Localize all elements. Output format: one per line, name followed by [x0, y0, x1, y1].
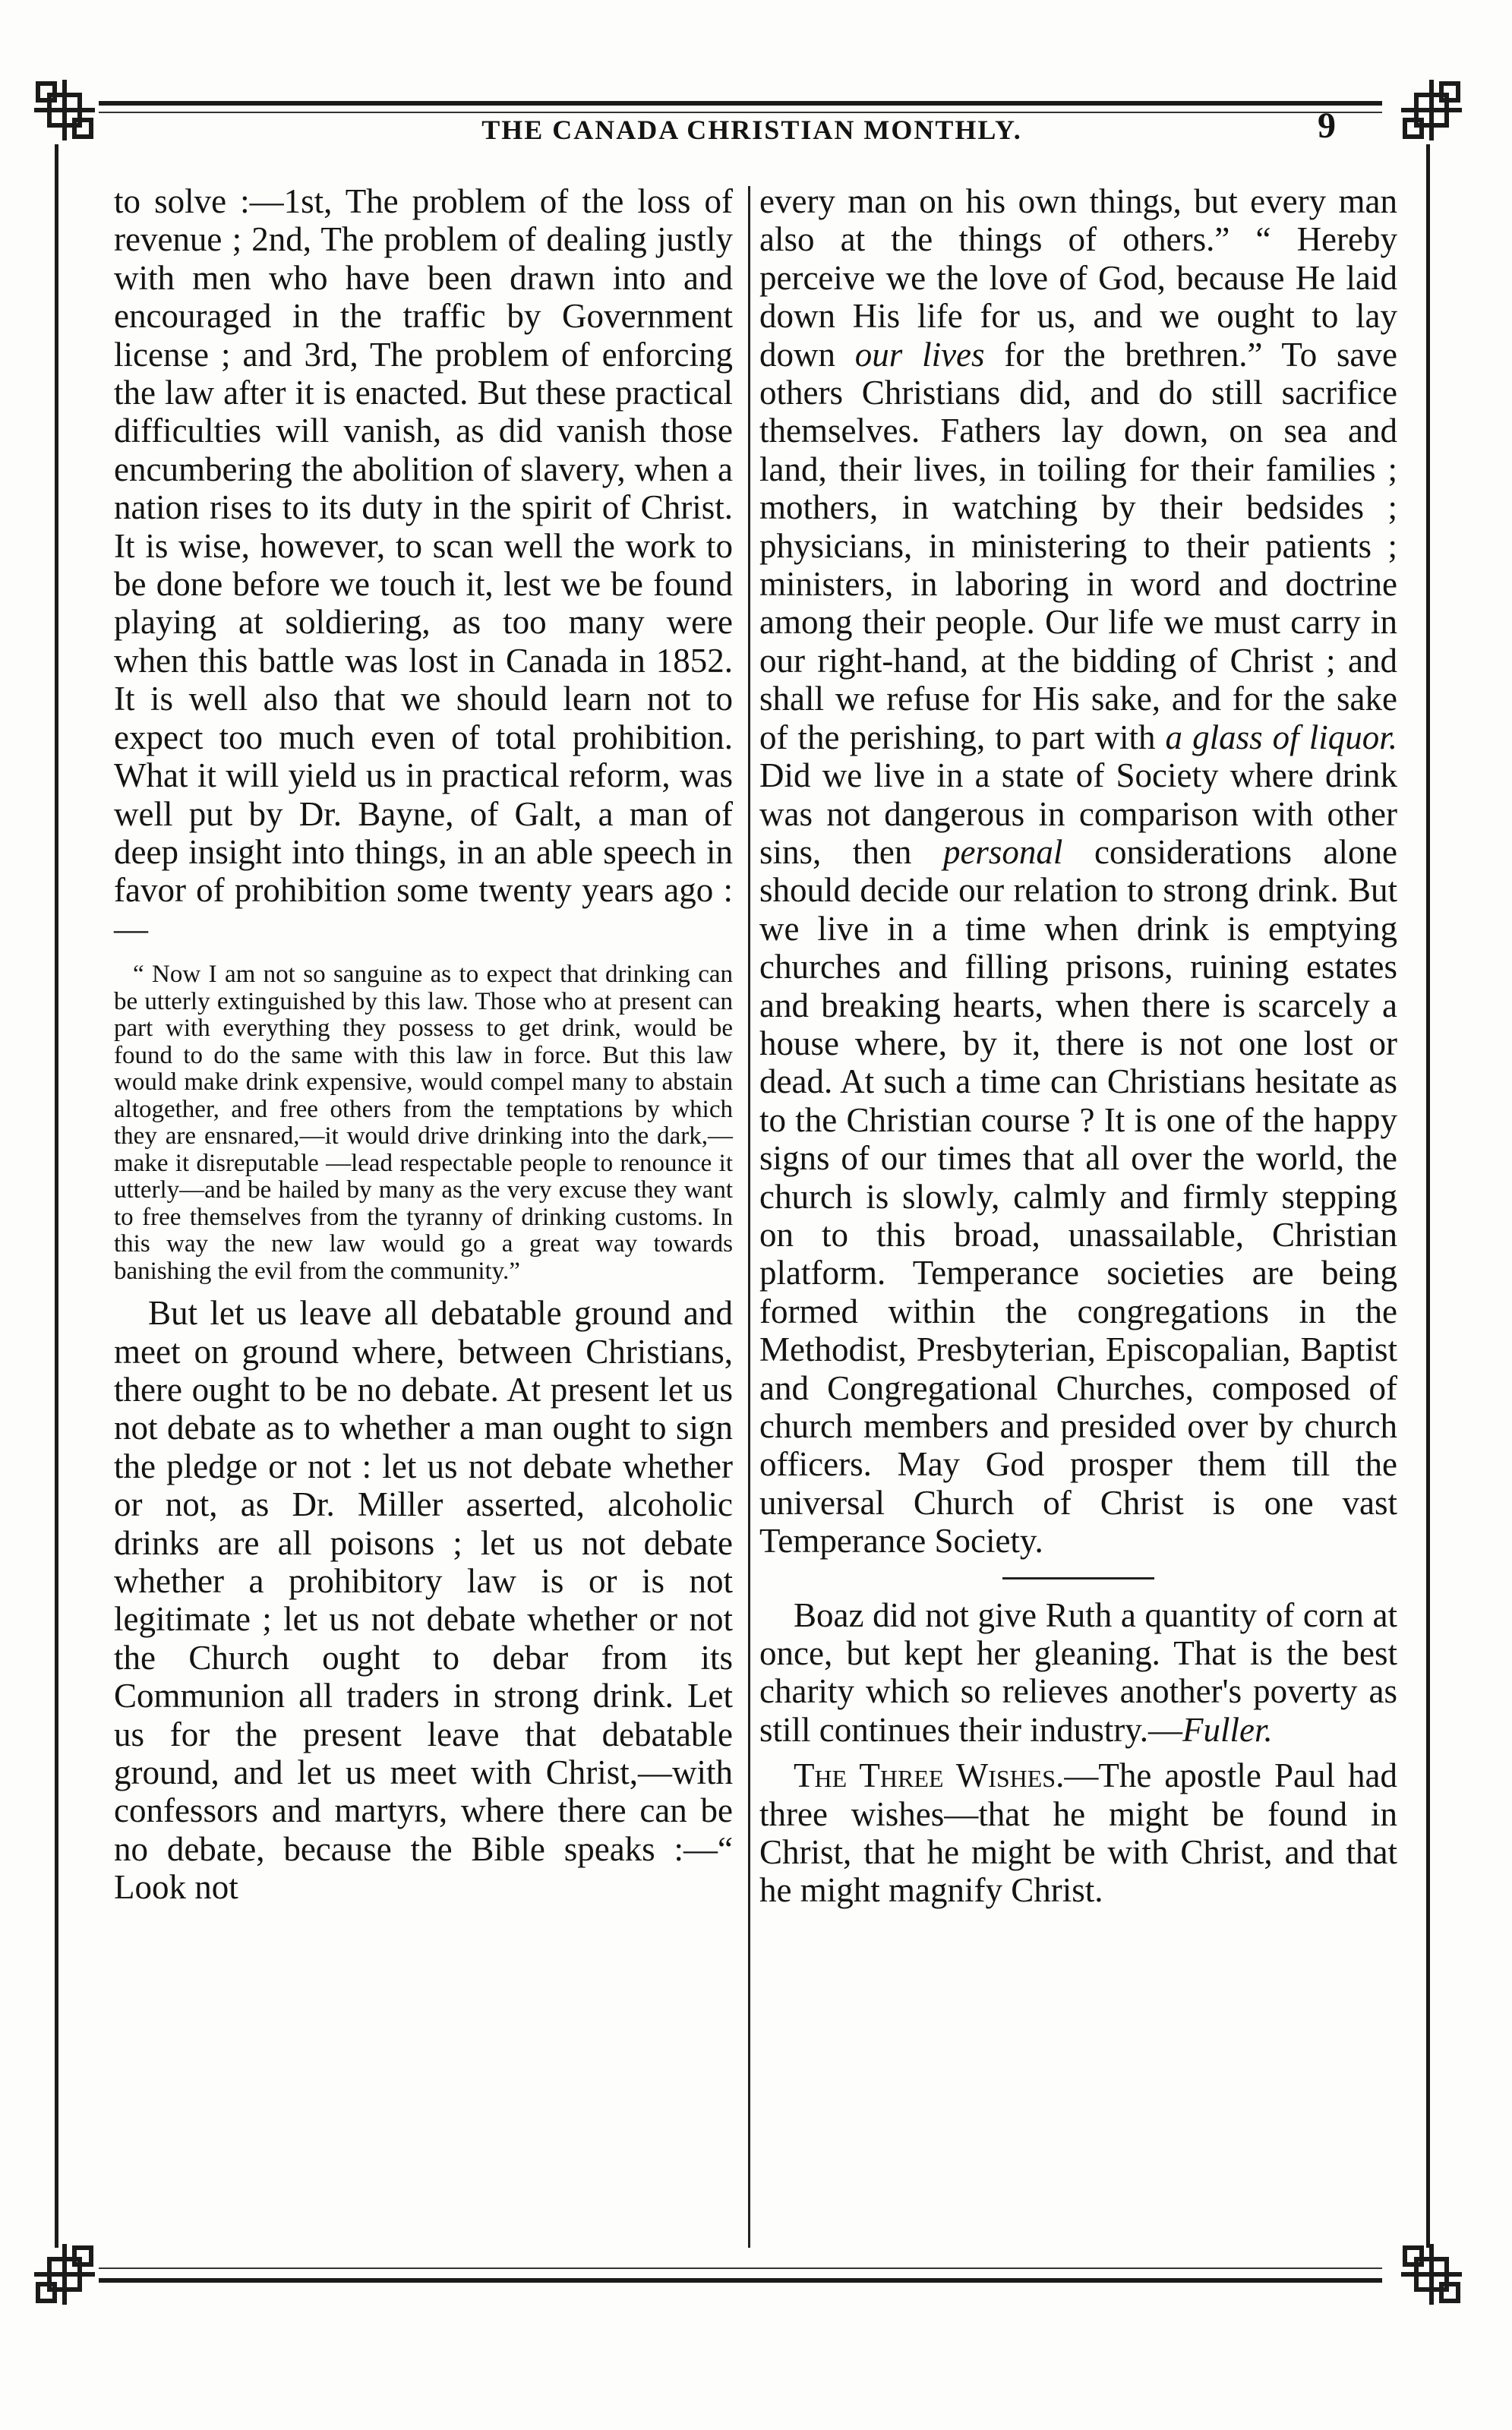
page-number: 9 [1318, 106, 1336, 146]
ornament-bottom-right-icon [1397, 2240, 1466, 2308]
column-divider [748, 186, 750, 2248]
ornament-top-left-icon [30, 76, 99, 144]
running-title: THE CANADA CHRISTIAN MONTHLY. [481, 115, 1022, 145]
text-run: every man on his own things, but every man also at the things of others.” “ Hereby perceive we the love of God, because He laid down His life for us, and we ought to lay down [759, 182, 1397, 374]
attribution: Fuller. [1182, 1710, 1273, 1749]
italic-text: personal [942, 832, 1063, 871]
left-border-rule [55, 144, 58, 2248]
top-border-thin-rule [99, 112, 1382, 113]
left-column [114, 182, 733, 1907]
paragraph: to solve :—1st, The problem of the loss of revenue ; 2nd, The problem of dealing justly with men who have been drawn into and encouraged in the traffic by Government license ; and 3rd, The problem of enforcing the law after it is enacted. But these practical difficulties will vanish, as did vanish those encumbering the abolition of slavery, when a nation rises to its duty in the spirit of Christ. It is wise, however, to scan well the work to be done before we touch it, lest we be found playing at soldiering, as too many were when this battle was lost in Canada in 1852. It is well also that we should learn not to expect too much even of total prohibition. What it will yield us in practical reform, was well put by Dr. Bayne, of Galt, a man of deep insight into things, in an able speech in favor of prohibition some twenty years ago :— [114, 182, 733, 948]
italic-text: a glass of liquor. [1165, 718, 1398, 756]
paragraph [759, 182, 1397, 1561]
right-column [759, 182, 1397, 1910]
italic-text: our lives [854, 335, 985, 374]
text-run: Boaz did not give Ruth a quantity of corn at once, but kept her gleaning. That is the best charity which so relieves another's poverty as still continues their industry.— [759, 1595, 1397, 1749]
paragraph [759, 1596, 1397, 1750]
bottom-border-rule [99, 2278, 1382, 2283]
ornament-bottom-left-icon [30, 2240, 99, 2308]
text-run: —The apostle Paul had three wishes—that he might be found in Christ, that he might be with Christ, and that he might magnify Christ. [759, 1756, 1398, 1910]
right-border-rule [1426, 144, 1430, 2248]
text-run: Did we live in a state of Society where drink was not dangerous in comparison with other sins, then [759, 756, 1397, 871]
paragraph-heading: The Three Wishes. [794, 1756, 1065, 1795]
text-run: considerations alone should decide our relation to strong drink. But we live in a time when drink is emptying churches and filling prisons, ruining estates and breaking hearts, when there is scarcely a house where, by it, there is not one lost or dead. At such a time can Christians hesitate as to the Christian course ? It is one of the happy signs of our times that all over the world, the church is slowly, calmly and firmly stepping on to this broad, unassailable, Christian platform. Temperance societies are being formed within the congregations in the Methodist, Presbyterian, Episcopalian, Baptist and Congregational Churches, composed of church members and presided over by church officers. May God prosper them till the universal Church of Christ is one vast Temperance Society. [759, 832, 1397, 1561]
block-quote: “ Now I am not so sanguine as to expect that drinking can be utterly extinguished by this law. Those who at present can part with everything they possess to get drink, would be found to do the same with this law in force. But this law would make drink expensive, would compel many to abstain altogether, and free others from the temptations by which they are ensnared,—it would drive drinking into the dark,—make it disreputable —lead respectable people to renounce it utterly—and be hailed by many as the very excuse they want to free themselves from the tyranny of drinking customs. In this way the new law would go a great way towards banishing the evil from the community.” [114, 961, 733, 1285]
top-border-rule [99, 101, 1382, 106]
paragraph [759, 1756, 1397, 1910]
spacer [759, 1749, 1397, 1756]
section-divider [1002, 1577, 1154, 1580]
bottom-border-thin-rule [99, 2267, 1382, 2269]
text-run: for the brethren.” To save others Christians did, and do still sacrifice themselves. Fathers lay down, on sea and land, their lives, in toiling for their families ; mothers, in watching by their bedsides ; physicians, in ministering to their patients ; ministers, in laboring in word and doctrine among their people. Our life we must carry in our right-hand, at the bidding of Christ ; and shall we refuse for His sake, and for the sake of the perishing, to part with [759, 335, 1397, 756]
ornament-top-right-icon [1397, 76, 1466, 144]
paragraph: But let us leave all debatable ground and meet on ground where, between Christians, there ought to be no debate. At present let us not debate as to whether a man ought to sign the pledge or not : let us not debate whether or not, as Dr. Miller asserted, alcoholic drinks are all poisons ; let us not debate whether a prohibitory law is or is not legitimate ; let us not debate whether or not the Church ought to debar from its Communion all traders in strong drink. Let us for the present leave that debatable ground, and let us meet with Christ,—with confessors and martyrs, where there can be no debate, because the Bible speaks :—“ Look not [114, 1294, 733, 1907]
